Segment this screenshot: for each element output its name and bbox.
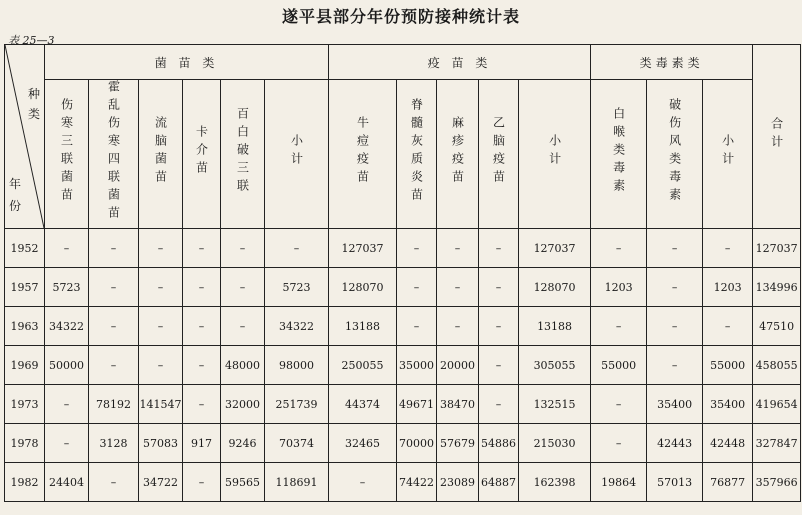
table-cell: 118691: [265, 463, 329, 502]
table-cell: –: [183, 229, 221, 268]
table-cell: 128070: [519, 268, 591, 307]
table-row: [5, 463, 801, 502]
table-cell: 70374: [265, 424, 329, 463]
table-cell: 327847: [753, 424, 801, 463]
table-cell: 128070: [329, 268, 397, 307]
table-cell: 917: [183, 424, 221, 463]
table-cell: 132515: [519, 385, 591, 424]
table-cell: –: [703, 307, 753, 346]
table-row: [5, 385, 801, 424]
table-cell: –: [591, 307, 647, 346]
table-cell: 74422: [397, 463, 437, 502]
table-cell: 458055: [753, 346, 801, 385]
corner-label-year-1: 年: [9, 177, 22, 191]
column-header: 牛痘疫苗: [329, 80, 397, 229]
table-cell: 1203: [703, 268, 753, 307]
table-cell: –: [139, 307, 183, 346]
column-header: 麻疹疫苗: [437, 80, 479, 229]
table-cell: –: [591, 424, 647, 463]
table-cell: 13188: [519, 307, 591, 346]
table-cell: 3128: [89, 424, 139, 463]
table-cell: 20000: [437, 346, 479, 385]
column-header-total: 合计: [753, 45, 801, 229]
row-year: 1978: [5, 424, 45, 463]
table-cell: 127037: [329, 229, 397, 268]
row-year: 1957: [5, 268, 45, 307]
table-row: [5, 268, 801, 307]
table-cell: 64887: [479, 463, 519, 502]
table-cell: 32465: [329, 424, 397, 463]
table-cell: 78192: [89, 385, 139, 424]
table-cell: –: [139, 346, 183, 385]
table-cell: –: [591, 229, 647, 268]
table-cell: 57013: [647, 463, 703, 502]
table-cell: 35400: [703, 385, 753, 424]
table-cell: 32000: [221, 385, 265, 424]
table-cell: –: [89, 229, 139, 268]
table-cell: –: [89, 268, 139, 307]
table-cell: 35400: [647, 385, 703, 424]
table-cell: –: [479, 346, 519, 385]
table-cell: 23089: [437, 463, 479, 502]
table-cell: 127037: [519, 229, 591, 268]
table-row: [5, 346, 801, 385]
table-cell: 42448: [703, 424, 753, 463]
table-cell: 50000: [45, 346, 89, 385]
table-cell: 251739: [265, 385, 329, 424]
table-cell: 34722: [139, 463, 183, 502]
table-cell: 76877: [703, 463, 753, 502]
page-title: 遂平县部分年份预防接种统计表: [281, 7, 520, 26]
table-cell: 47510: [753, 307, 801, 346]
table-cell: 5723: [265, 268, 329, 307]
table-cell: –: [265, 229, 329, 268]
table-cell: –: [397, 307, 437, 346]
table-cell: –: [437, 268, 479, 307]
table-cell: –: [221, 229, 265, 268]
table-cell: 42443: [647, 424, 703, 463]
table-cell: 141547: [139, 385, 183, 424]
table-cell: –: [647, 307, 703, 346]
corner-label-year-2: 份: [9, 199, 22, 213]
table-cell: 250055: [329, 346, 397, 385]
table-cell: 162398: [519, 463, 591, 502]
table-cell: 13188: [329, 307, 397, 346]
table-cell: –: [479, 268, 519, 307]
table-cell: –: [703, 229, 753, 268]
column-header: 破伤风类毒素: [647, 80, 703, 229]
vaccination-table: [4, 44, 801, 502]
table-cell: –: [45, 385, 89, 424]
table-cell: 70000: [397, 424, 437, 463]
table-cell: 9246: [221, 424, 265, 463]
table-cell: 419654: [753, 385, 801, 424]
table-cell: 55000: [703, 346, 753, 385]
table-cell: 44374: [329, 385, 397, 424]
table-cell: –: [397, 229, 437, 268]
table-cell: –: [139, 229, 183, 268]
table-cell: 49671: [397, 385, 437, 424]
table-cell: 5723: [45, 268, 89, 307]
row-year: 1963: [5, 307, 45, 346]
table-cell: 54886: [479, 424, 519, 463]
column-header: 卡介苗: [183, 80, 221, 229]
column-header: 百白破三联: [221, 80, 265, 229]
column-header: 伤寒三联菌苗: [45, 80, 89, 229]
table-cell: 34322: [45, 307, 89, 346]
table-cell: 357966: [753, 463, 801, 502]
group-header-bacterial-vaccines: 菌 苗 类: [45, 45, 329, 80]
row-year: 1969: [5, 346, 45, 385]
table-cell: 35000: [397, 346, 437, 385]
table-cell: –: [221, 307, 265, 346]
table-cell: –: [183, 463, 221, 502]
table-cell: –: [437, 307, 479, 346]
table-cell: 38470: [437, 385, 479, 424]
table-number: 表 25—3: [8, 34, 55, 47]
table-cell: –: [183, 385, 221, 424]
table-cell: –: [45, 229, 89, 268]
row-year: 1982: [5, 463, 45, 502]
column-header-subtotal: 小计: [703, 80, 753, 229]
row-year: 1973: [5, 385, 45, 424]
corner-label-type-1: 种: [27, 87, 40, 101]
table-cell: –: [647, 229, 703, 268]
table-cell: –: [397, 268, 437, 307]
table-body: [5, 229, 801, 502]
table-cell: 19864: [591, 463, 647, 502]
table-cell: 34322: [265, 307, 329, 346]
table-cell: 59565: [221, 463, 265, 502]
table-cell: –: [479, 229, 519, 268]
table-cell: –: [89, 346, 139, 385]
table-cell: –: [647, 268, 703, 307]
table-cell: 24404: [45, 463, 89, 502]
table-cell: –: [183, 346, 221, 385]
group-header-toxoids: 类毒素类: [591, 45, 753, 80]
column-header: 霍乱伤寒四联菌苗: [89, 80, 139, 229]
table-cell: –: [479, 307, 519, 346]
table-row: [5, 229, 801, 268]
table-cell: –: [89, 307, 139, 346]
column-header-subtotal: 小计: [265, 80, 329, 229]
table-cell: –: [45, 424, 89, 463]
header-corner-cell: [5, 45, 45, 229]
table-cell: 127037: [753, 229, 801, 268]
column-header: 脊髓灰质炎苗: [397, 80, 437, 229]
table-cell: –: [183, 307, 221, 346]
table-cell: 55000: [591, 346, 647, 385]
column-header: 白喉类毒素: [591, 80, 647, 229]
table-cell: –: [479, 385, 519, 424]
table-cell: –: [591, 385, 647, 424]
table-cell: –: [647, 346, 703, 385]
corner-label-type-2: 类: [27, 107, 40, 121]
column-header: 流脑菌苗: [139, 80, 183, 229]
table-cell: 57679: [437, 424, 479, 463]
group-header-viral-vaccines: 疫 苗 类: [329, 45, 591, 80]
table-cell: –: [139, 268, 183, 307]
table-cell: 57083: [139, 424, 183, 463]
table-cell: 134996: [753, 268, 801, 307]
table-cell: –: [329, 463, 397, 502]
table-cell: 98000: [265, 346, 329, 385]
column-header: 乙脑疫苗: [479, 80, 519, 229]
table-cell: –: [221, 268, 265, 307]
table-cell: –: [89, 463, 139, 502]
table-cell: –: [437, 229, 479, 268]
table-cell: –: [183, 268, 221, 307]
table-cell: 305055: [519, 346, 591, 385]
table-cell: 215030: [519, 424, 591, 463]
table-cell: 48000: [221, 346, 265, 385]
table-row: [5, 307, 801, 346]
table-row: [5, 424, 801, 463]
table-cell: 1203: [591, 268, 647, 307]
row-year: 1952: [5, 229, 45, 268]
column-header-subtotal: 小计: [519, 80, 591, 229]
